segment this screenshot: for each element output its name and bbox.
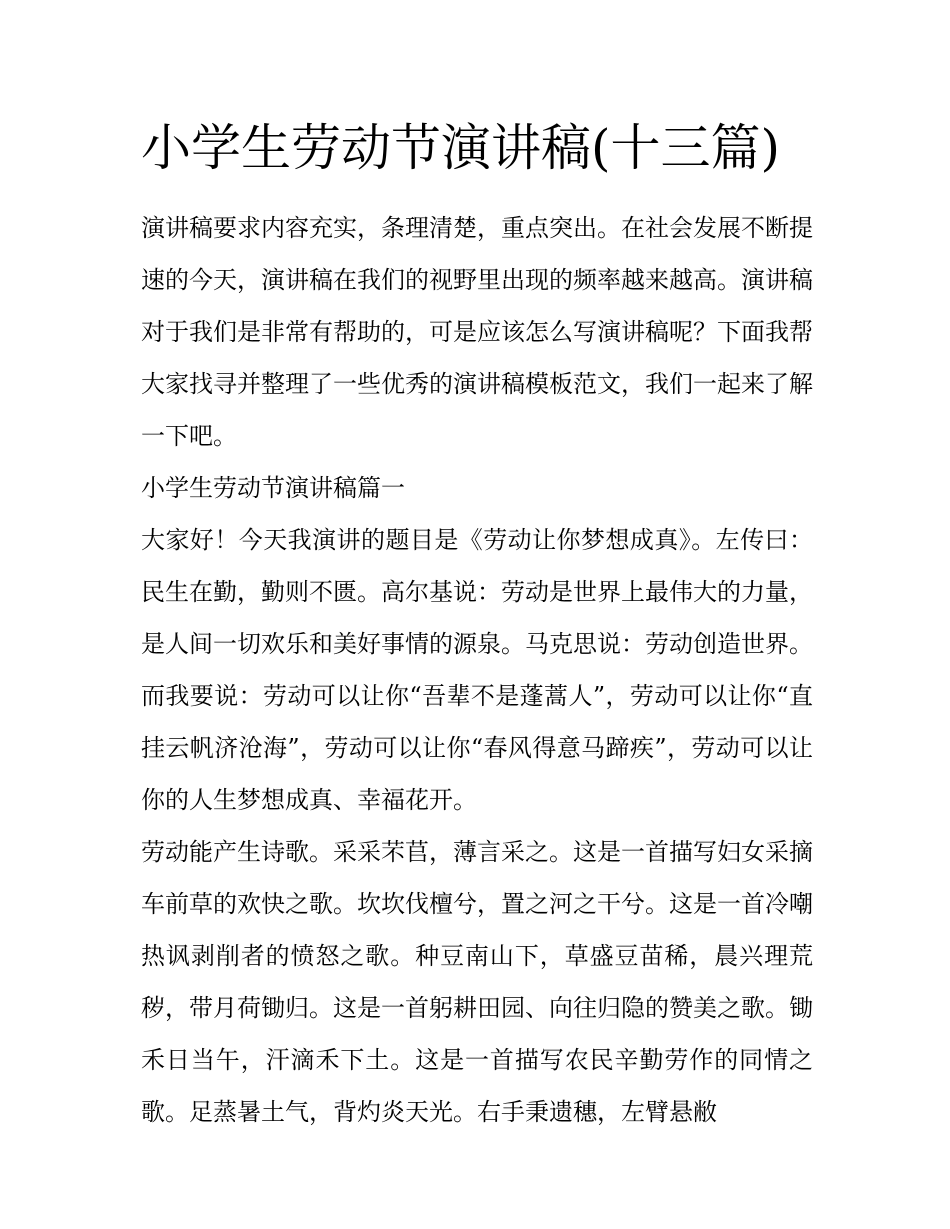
document-body — [141, 112, 813, 1138]
speech-paragraph-1: 大家好！今天我演讲的题目是《劳动让你梦想成真》。左传曰：民生在勤，勤则不匮。高尔基说：劳动是世界上最伟大的力量，是人间一切欢乐和美好事情的源泉。马克思说：劳动创造世界。而我要说：劳动可以让你“吾辈不是蓬蒿人”，劳动可以让你“直挂云帆济沧海”，劳动可以让你“春风得意马蹄疾”，劳动可以让你的人生梦想成真、幸福花开。 — [141, 526, 813, 814]
document-title: 小学生劳动节演讲稿(十三篇) — [141, 119, 781, 177]
speech-paragraph-2: 劳动能产生诗歌。采采芣苢，薄言采之。这是一首描写妇女采摘车前草的欢快之歌。坎坎伐檀兮，置之河之干兮。这是一首冷嘲热讽剥削者的愤怒之歌。种豆南山下，草盛豆苗稀，晨兴理荒秽，带月荷锄归。这是一首躬耕田园、向往归隐的赞美之歌。锄禾日当午，汗滴禾下土。这是一首描写农民辛勤劳作的同情之歌。足蒸暑土气，背灼炎天光。右手秉遗穗，左臂悬敝 — [141, 838, 813, 1126]
intro-paragraph: 演讲稿要求内容充实，条理清楚，重点突出。在社会发展不断提速的今天，演讲稿在我们的视野里出现的频率越来越高。演讲稿对于我们是非常有帮助的，可是应该怎么写演讲稿呢？下面我帮大家找寻并整理了一些优秀的演讲稿模板范文，我们一起来了解一下吧。 — [141, 214, 813, 450]
section-heading: 小学生劳动节演讲稿篇一 — [141, 474, 405, 502]
